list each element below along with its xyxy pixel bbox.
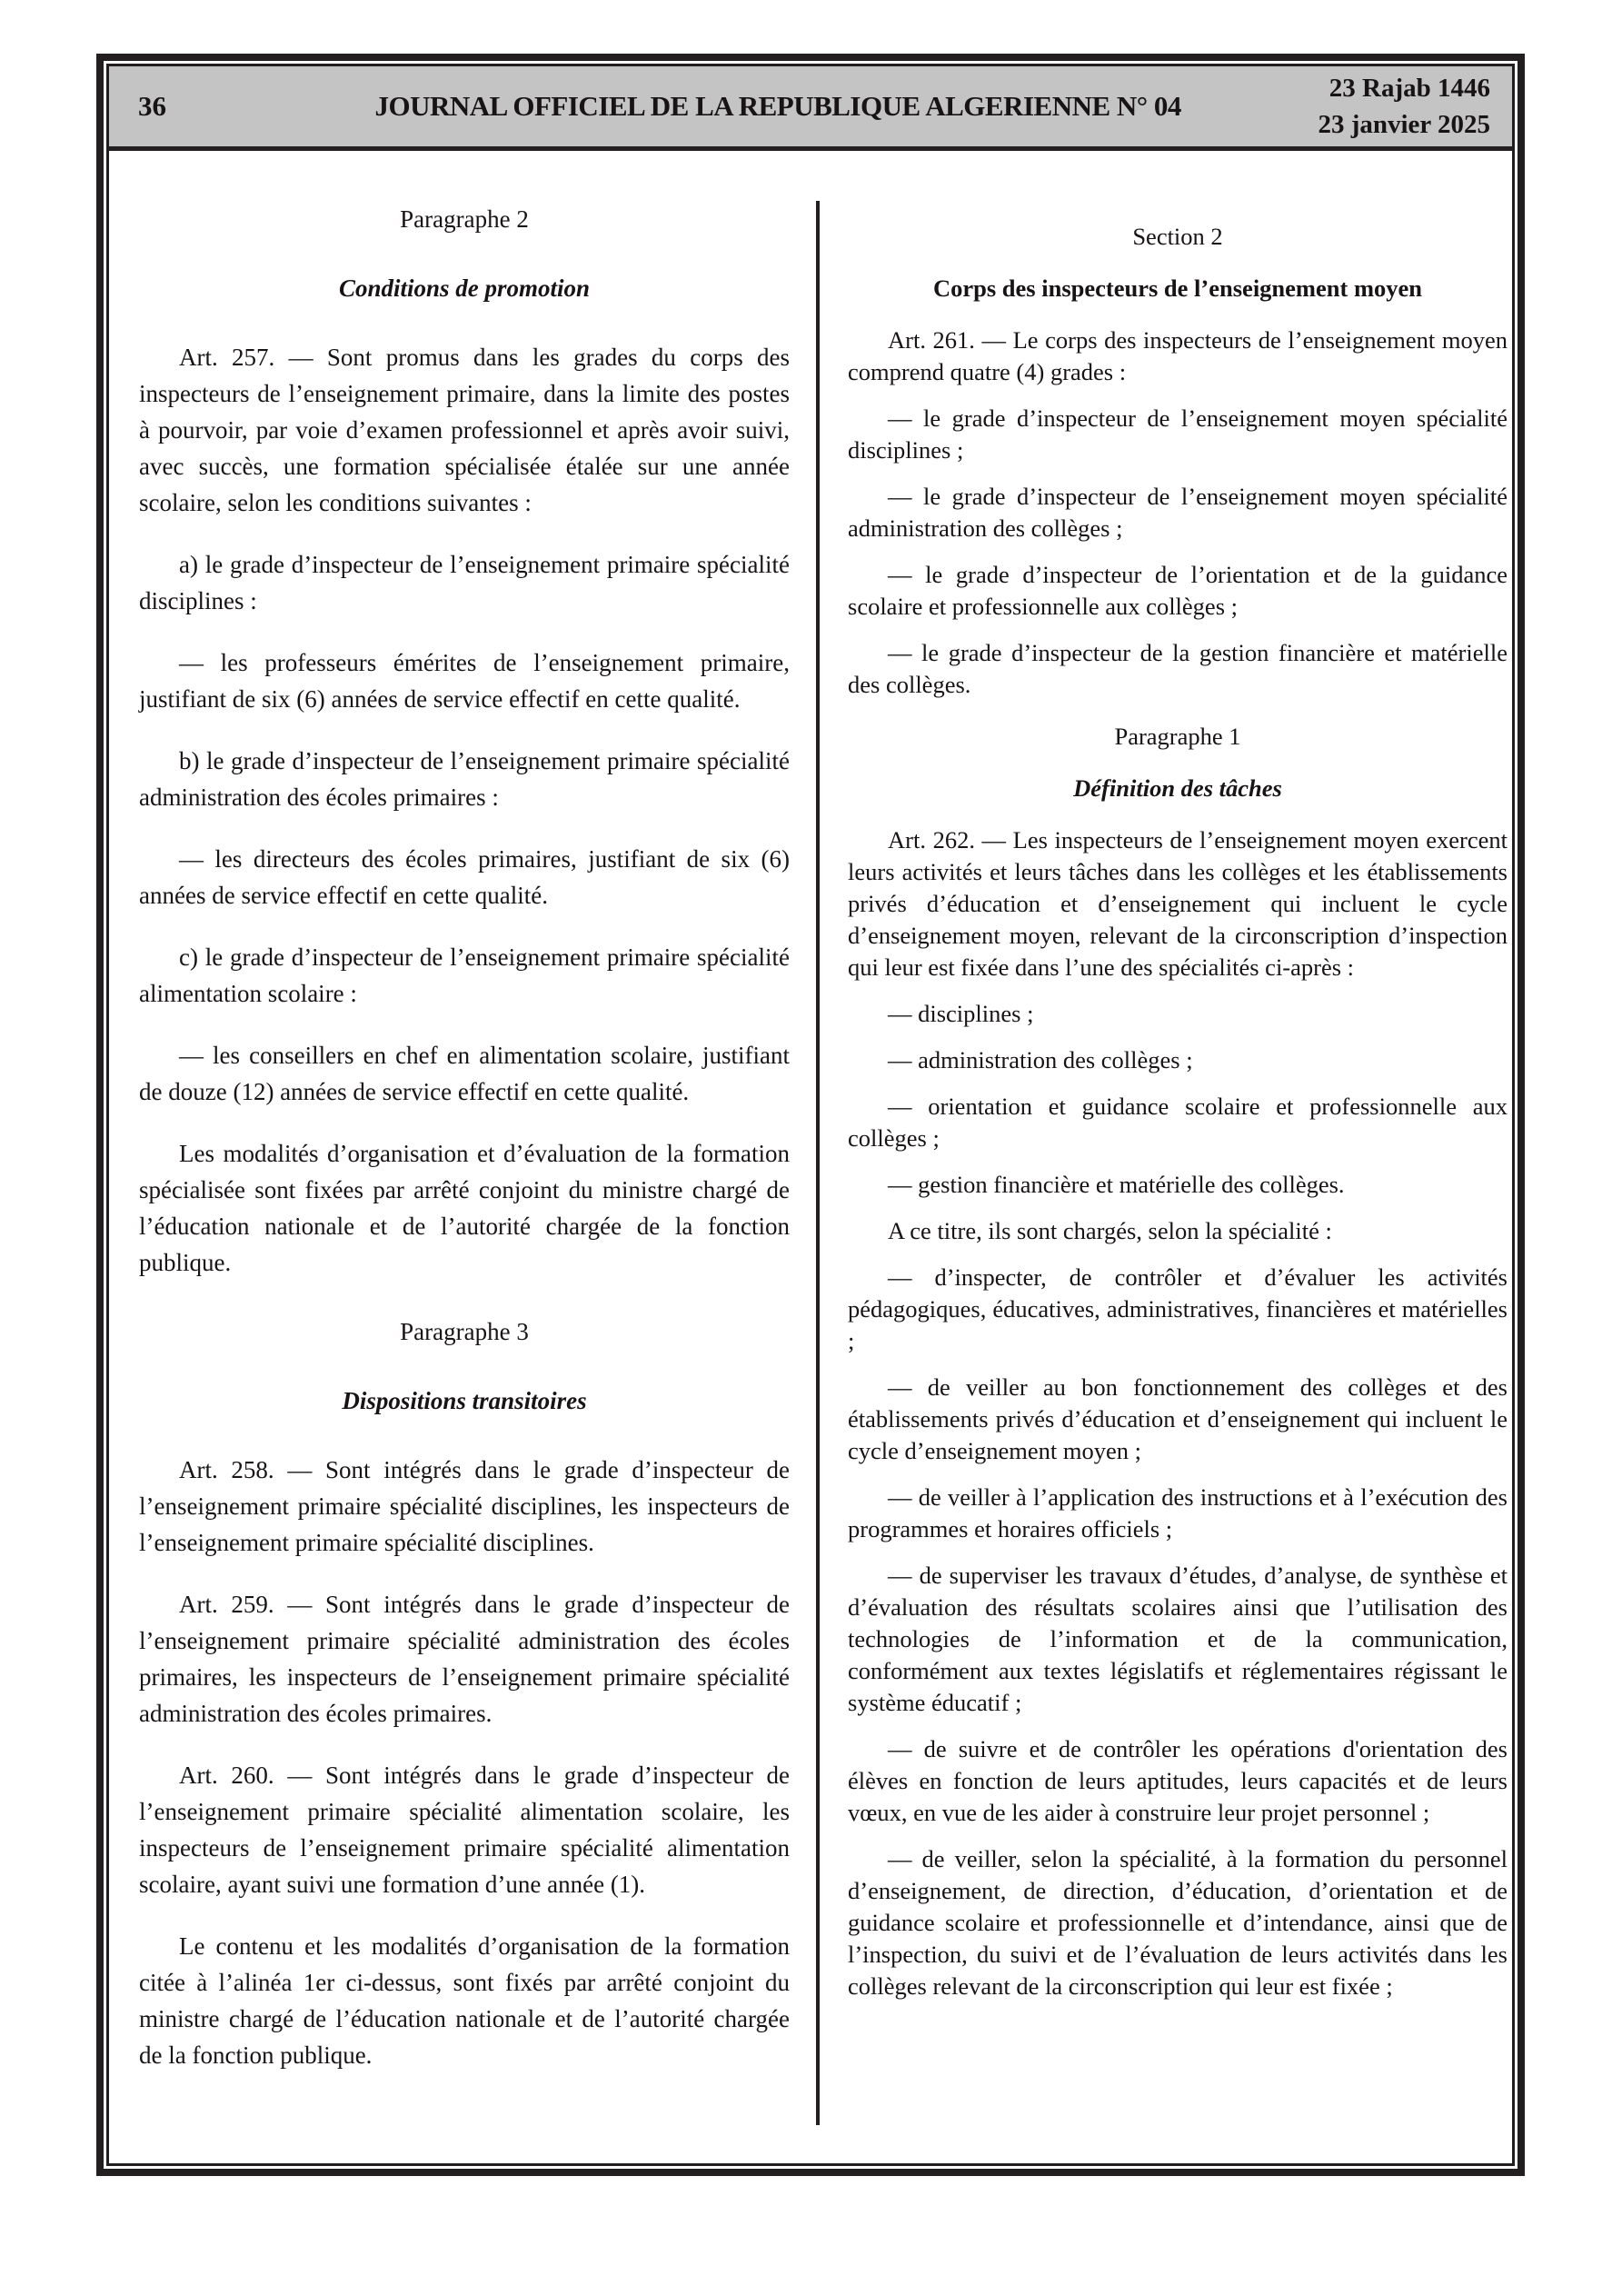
page-frame: [96, 54, 1525, 2176]
list-item-dash: — de veiller, selon la spécialité, à la formation du personnel d’enseignement, de direction, d’éducation, d’orientation et de guidance scolaire et professionnelle et d’intendance, ainsi que de l’inspection, du suivi et de l’évaluation de leurs activités dans les collèges relevant de la circonscription qui leur est fixée ;: [848, 1845, 1508, 2000]
list-item-dash: — de superviser les travaux d’études, d’analyse, de synthèse et d’évaluation des résultats scolaires ainsi que l’utilisation des technologies de l’information et de la communication, conformément aux textes législatifs et réglementaires régissant le système éducatif ;: [848, 1562, 1508, 1716]
article-paragraph: Art. 260. — Sont intégrés dans le grade d’inspecteur de l’enseignement primaire spécialité alimentation scolaire, les inspecteurs de l’enseignement primaire spécialité alimentation scolaire, ayant suivi une formation d’une année (1).: [139, 1762, 790, 1898]
article-paragraph: Le contenu et les modalités d’organisation de la formation citée à l’alinéa 1er ci-dessus, sont fixés par arrêté conjoint du ministre chargé de l’éducation nationale et de l’autorité chargée de la fonction publique.: [139, 1932, 790, 2069]
left-column: [139, 201, 790, 2073]
list-item-dash: — les conseillers en chef en alimentation scolaire, justifiant de douze (12) années de service effectif en cette qualité.: [139, 1042, 790, 1105]
list-item-dash: — les directeurs des écoles primaires, justifiant de six (6) années de service effectif en cette qualité.: [139, 845, 790, 909]
article-paragraph: Art. 259. — Sont intégrés dans le grade d’inspecteur de l’enseignement primaire spécialité administration des écoles primaires, les inspecteurs de l’enseignement primaire spécialité administration des écoles primaires.: [139, 1591, 790, 1727]
page-number: 36: [138, 90, 166, 122]
list-item-letter: c) le grade d’inspecteur de l’enseignement primaire spécialité alimentation scolaire :: [139, 943, 790, 1007]
list-item-dash: — le grade d’inspecteur de l’enseignement moyen spécialité disciplines ;: [848, 404, 1508, 464]
list-item-dash: — gestion financière et matérielle des collèges.: [888, 1171, 1345, 1198]
list-item-letter: a) le grade d’inspecteur de l’enseignement primaire spécialité disciplines :: [139, 551, 790, 614]
page-frame-inner: [106, 64, 1515, 2166]
list-item-letter: b) le grade d’inspecteur de l’enseignement primaire spécialité administration des écoles primaires :: [139, 747, 790, 811]
article-paragraph: Art. 262. — Les inspecteurs de l’enseignement moyen exercent leurs activités et leurs tâches dans les collèges et les établissements privés d’éducation et d’enseignement qui incluent le cycle d’enseignement moyen, relevant de la circonscription d’inspection qui leur est fixée dans l’une des spécialités ci-après :: [848, 826, 1508, 981]
date-gregorian: 23 janvier 2025: [1318, 110, 1490, 139]
list-item-dash: — le grade d’inspecteur de l’orientation et de la guidance scolaire et professionnelle aux collèges ;: [848, 561, 1508, 620]
list-item-dash: — orientation et guidance scolaire et professionnelle aux collèges ;: [848, 1093, 1508, 1152]
right-column: [848, 201, 1508, 2017]
paragraph-heading: Paragraphe 1: [1114, 723, 1241, 750]
paragraph-subtitle: Conditions de promotion: [338, 275, 591, 302]
paragraph-heading: Paragraphe 3: [400, 1318, 529, 1345]
article-paragraph: Les modalités d’organisation et d’évaluation de la formation spécialisée sont fixées par arrêté conjoint du ministre chargé de l’éducation nationale et de l’autorité chargée de la fonction publique.: [139, 1140, 790, 1276]
masthead: [109, 66, 1512, 151]
paragraph-subtitle: Définition des tâches: [1073, 774, 1282, 802]
list-item-dash: — de veiller à l’application des instructions et à l’exécution des programmes et horaires officiels ;: [848, 1483, 1508, 1542]
column-divider: [816, 201, 820, 2125]
issue-dates: [1318, 70, 1512, 143]
section-heading: Section 2: [1132, 223, 1223, 250]
paragraph-heading: Paragraphe 2: [400, 205, 529, 233]
list-item-dash: — disciplines ;: [888, 1000, 1034, 1027]
journal-title: JOURNAL OFFICIEL DE LA REPUBLIQUE ALGERIENNE N° 04: [374, 90, 1181, 122]
paragraph-subtitle: Dispositions transitoires: [342, 1387, 587, 1414]
article-paragraph: Art. 261. — Le corps des inspecteurs de l’enseignement moyen comprend quatre (4) grades :: [848, 326, 1508, 385]
date-hijri: 23 Rajab 1446: [1328, 74, 1490, 103]
section-title: Corps des inspecteurs de l’enseignement moyen: [932, 275, 1423, 302]
list-item-dash: — les professeurs émérites de l’enseignement primaire, justifiant de six (6) années de service effectif en cette qualité.: [139, 649, 790, 713]
list-item-dash: — de suivre et de contrôler les opérations d'orientation des élèves en fonction de leurs aptitudes, leurs capacités et de leurs vœux, en vue de les aider à construire leur projet personnel ;: [848, 1735, 1508, 1826]
list-item-dash: — administration des collèges ;: [888, 1046, 1193, 1073]
list-item-dash: — d’inspecter, de contrôler et d’évaluer les activités pédagogiques, éducatives, administratives, financières et matérielles ;: [848, 1263, 1508, 1354]
list-item-dash: — le grade d’inspecteur de l’enseignement moyen spécialité administration des collèges ;: [848, 483, 1508, 542]
article-paragraph: Art. 258. — Sont intégrés dans le grade d’inspecteur de l’enseignement primaire spécialité disciplines, les inspecteurs de l’enseignement primaire spécialité disciplines.: [139, 1456, 790, 1556]
article-paragraph: Art. 257. — Sont promus dans les grades du corps des inspecteurs de l’enseignement primaire, dans la limite des postes à pourvoir, par voie d’examen professionnel et après avoir suivi, avec succès, une formation spécialisée étalée sur une année scolaire, selon les conditions suivantes :: [139, 344, 790, 516]
list-item-dash: — de veiller au bon fonctionnement des collèges et des établissements privés d’éducation et d’enseignement qui incluent le cycle d’enseignement moyen ;: [848, 1373, 1508, 1464]
article-paragraph: A ce titre, ils sont chargés, selon la spécialité :: [888, 1217, 1332, 1244]
list-item-dash: — le grade d’inspecteur de la gestion financière et matérielle des collèges.: [848, 639, 1508, 698]
